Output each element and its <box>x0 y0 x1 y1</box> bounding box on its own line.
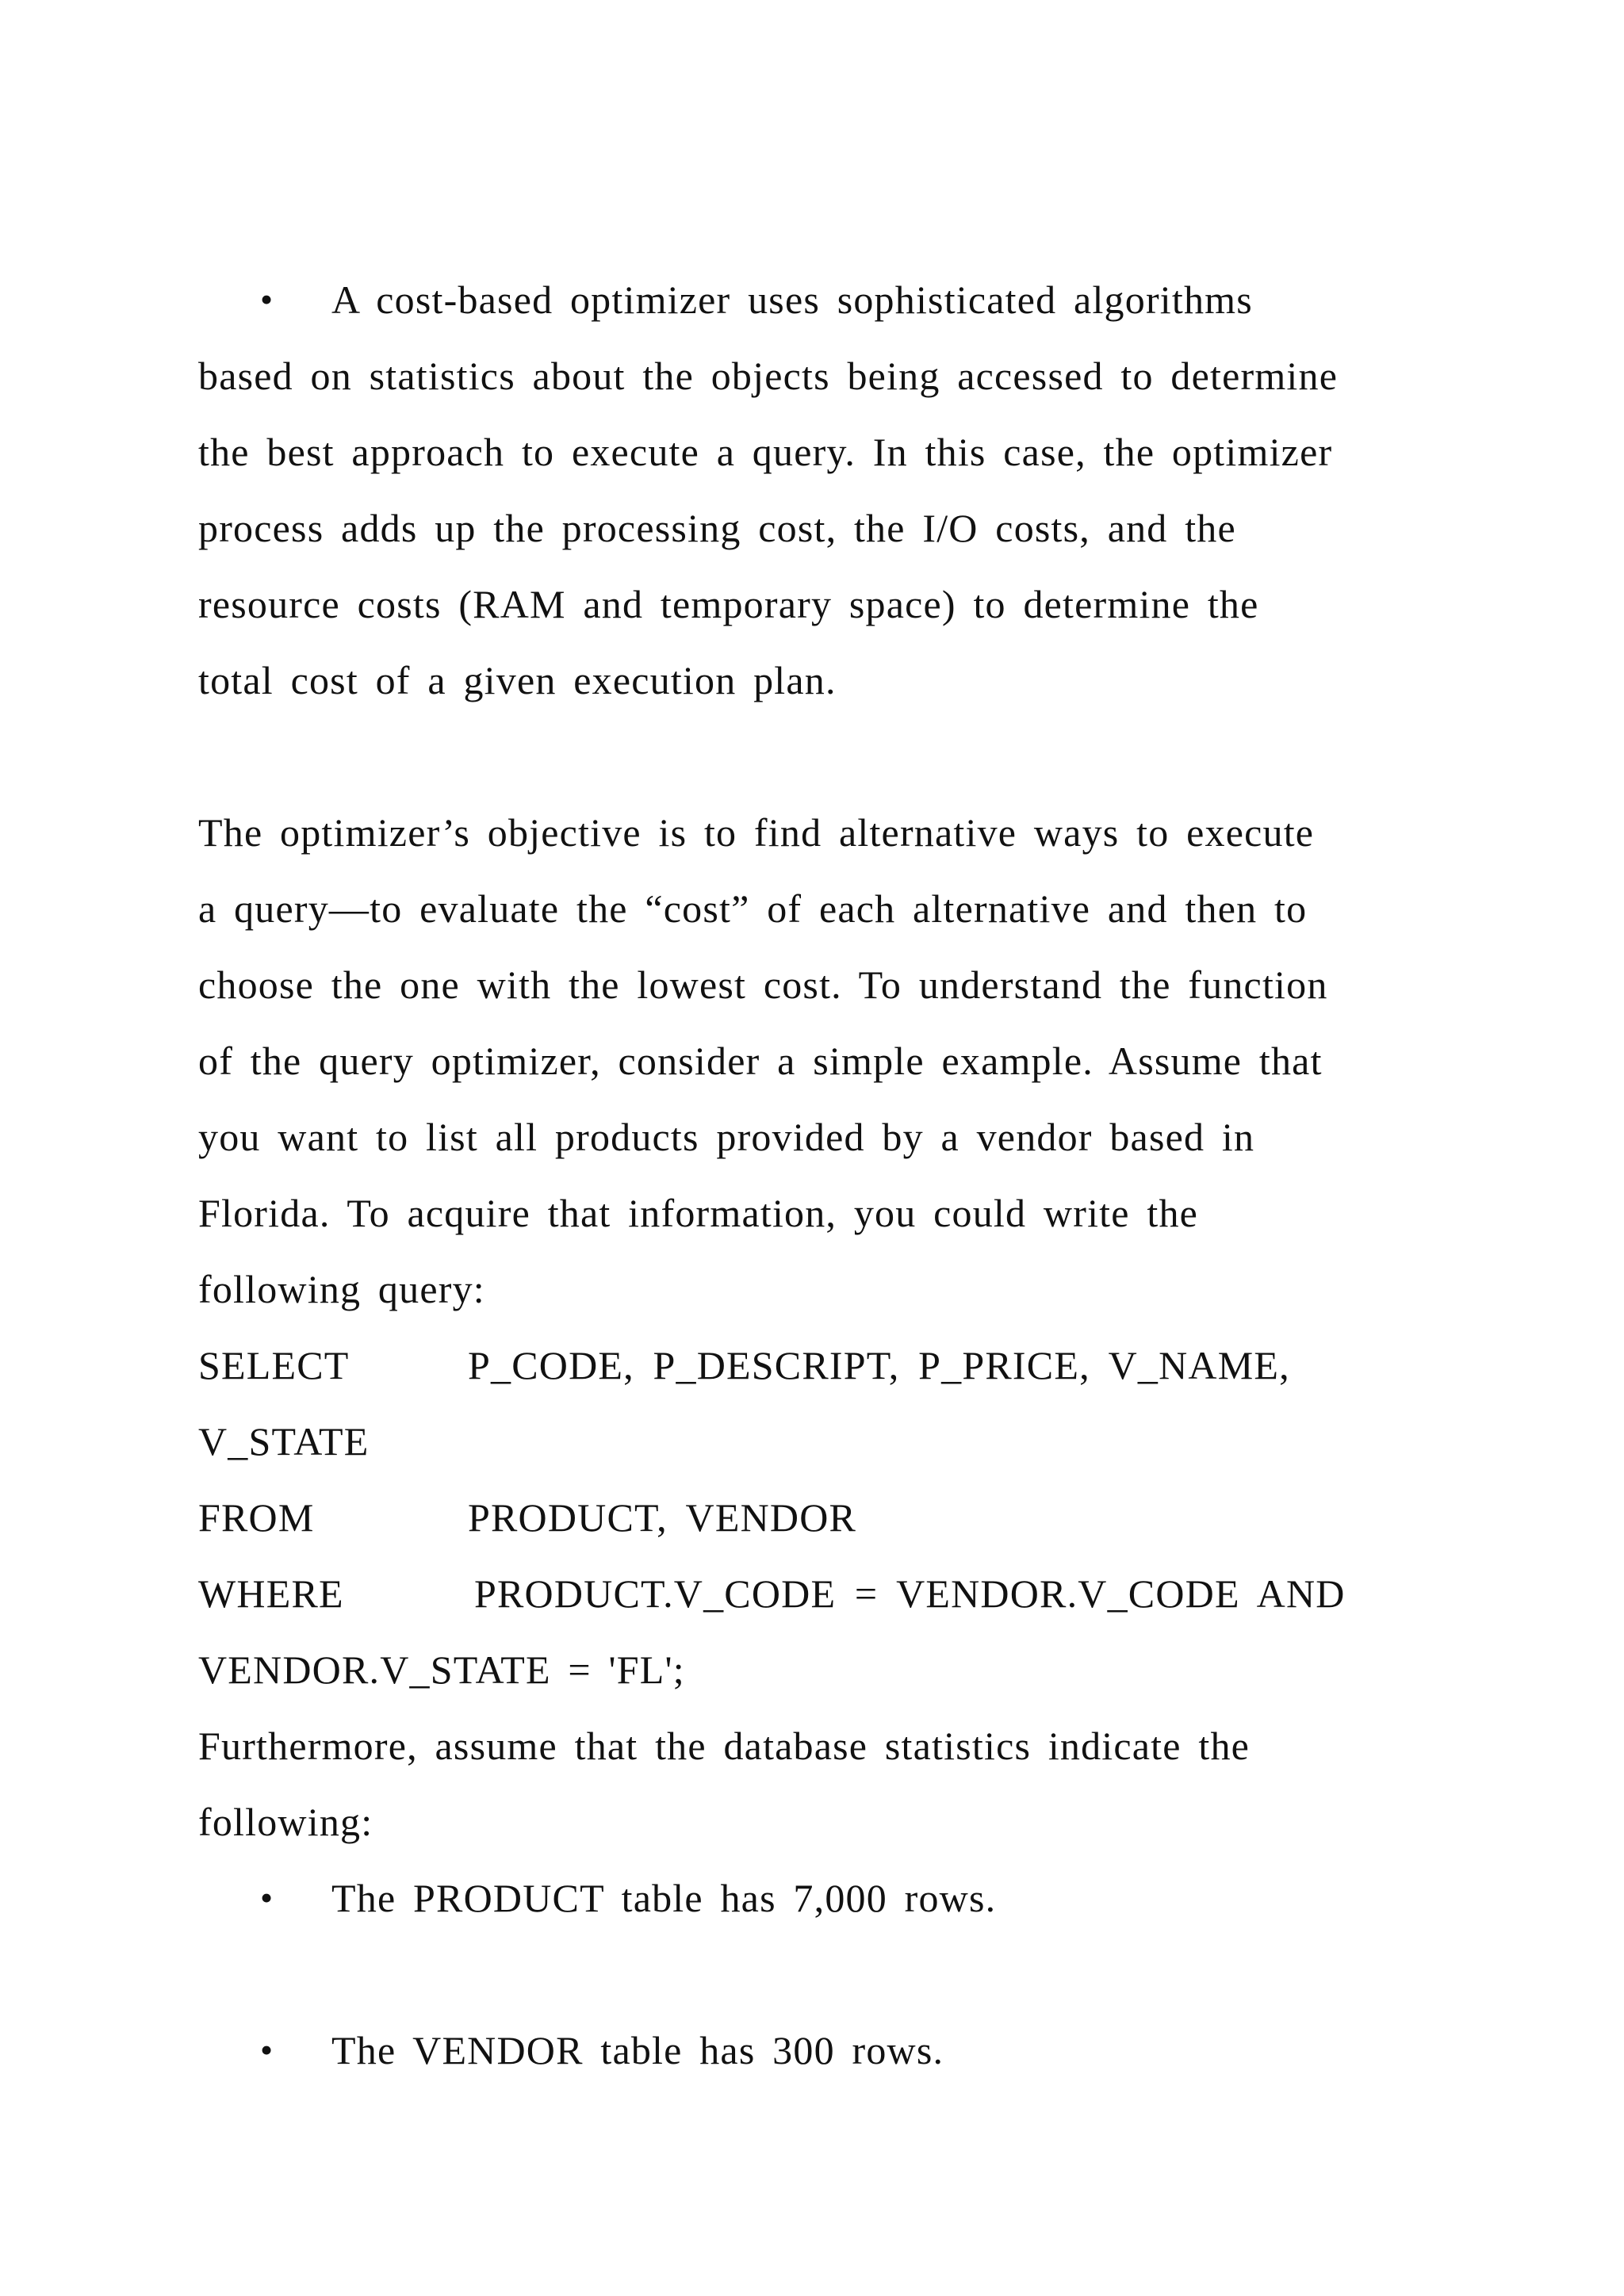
paragraph2-line-6: Florida. To acquire that information, you could write the <box>198 1191 1199 1235</box>
paragraph2-line-5: you want to list all products provided by a vendor based in <box>198 1115 1255 1159</box>
paragraph2-line-2: a query—to evaluate the “cost” of each alternative and then to <box>198 886 1308 931</box>
paragraph3-line-2: following: <box>198 1800 373 1844</box>
paragraph2-line-7: following query: <box>198 1267 485 1311</box>
paragraph2-line-3: choose the one with the lowest cost. To understand the function <box>198 962 1328 1007</box>
paragraph2-line-1: The optimizer’s objective is to find alternative ways to execute <box>198 810 1315 855</box>
stats-bullet-product: The PRODUCT table has 7,000 rows. <box>331 1876 997 1920</box>
paragraph1-line-6: total cost of a given execution plan. <box>198 658 837 702</box>
stats-bullet-vendor: The VENDOR table has 300 rows. <box>331 2028 944 2072</box>
paragraph3-line-1: Furthermore, assume that the database statistics indicate the <box>198 1724 1251 1768</box>
sql-select-columns: P_CODE, P_DESCRIPT, P_PRICE, V_NAME, <box>468 1343 1290 1387</box>
sql-where-keyword: WHERE <box>198 1571 344 1616</box>
bullet-marker: • <box>260 2030 274 2070</box>
sql-where-condition: PRODUCT.V_CODE = VENDOR.V_CODE AND <box>474 1571 1346 1616</box>
paragraph1-line-2: based on statistics about the objects being accessed to determine <box>198 354 1339 398</box>
paragraph1-line-4: process adds up the processing cost, the I/O costs, and the <box>198 506 1236 550</box>
bullet-marker: • <box>260 279 274 320</box>
bullet-marker: • <box>260 1877 274 1918</box>
sql-select-keyword: SELECT <box>198 1343 350 1387</box>
sql-where-continuation: VENDOR.V_STATE = 'FL'; <box>198 1647 685 1692</box>
paragraph1-line-1: A cost-based optimizer uses sophisticated algorithms <box>331 277 1253 322</box>
sql-from-tables: PRODUCT, VENDOR <box>468 1495 857 1540</box>
paragraph1-line-3: the best approach to execute a query. In this case, the optimizer <box>198 430 1333 474</box>
sql-select-continuation: V_STATE <box>198 1419 370 1464</box>
paragraph2-line-4: of the query optimizer, consider a simple example. Assume that <box>198 1039 1323 1083</box>
sql-from-keyword: FROM <box>198 1495 315 1540</box>
paragraph1-line-5: resource costs (RAM and temporary space) to determine the <box>198 582 1259 626</box>
